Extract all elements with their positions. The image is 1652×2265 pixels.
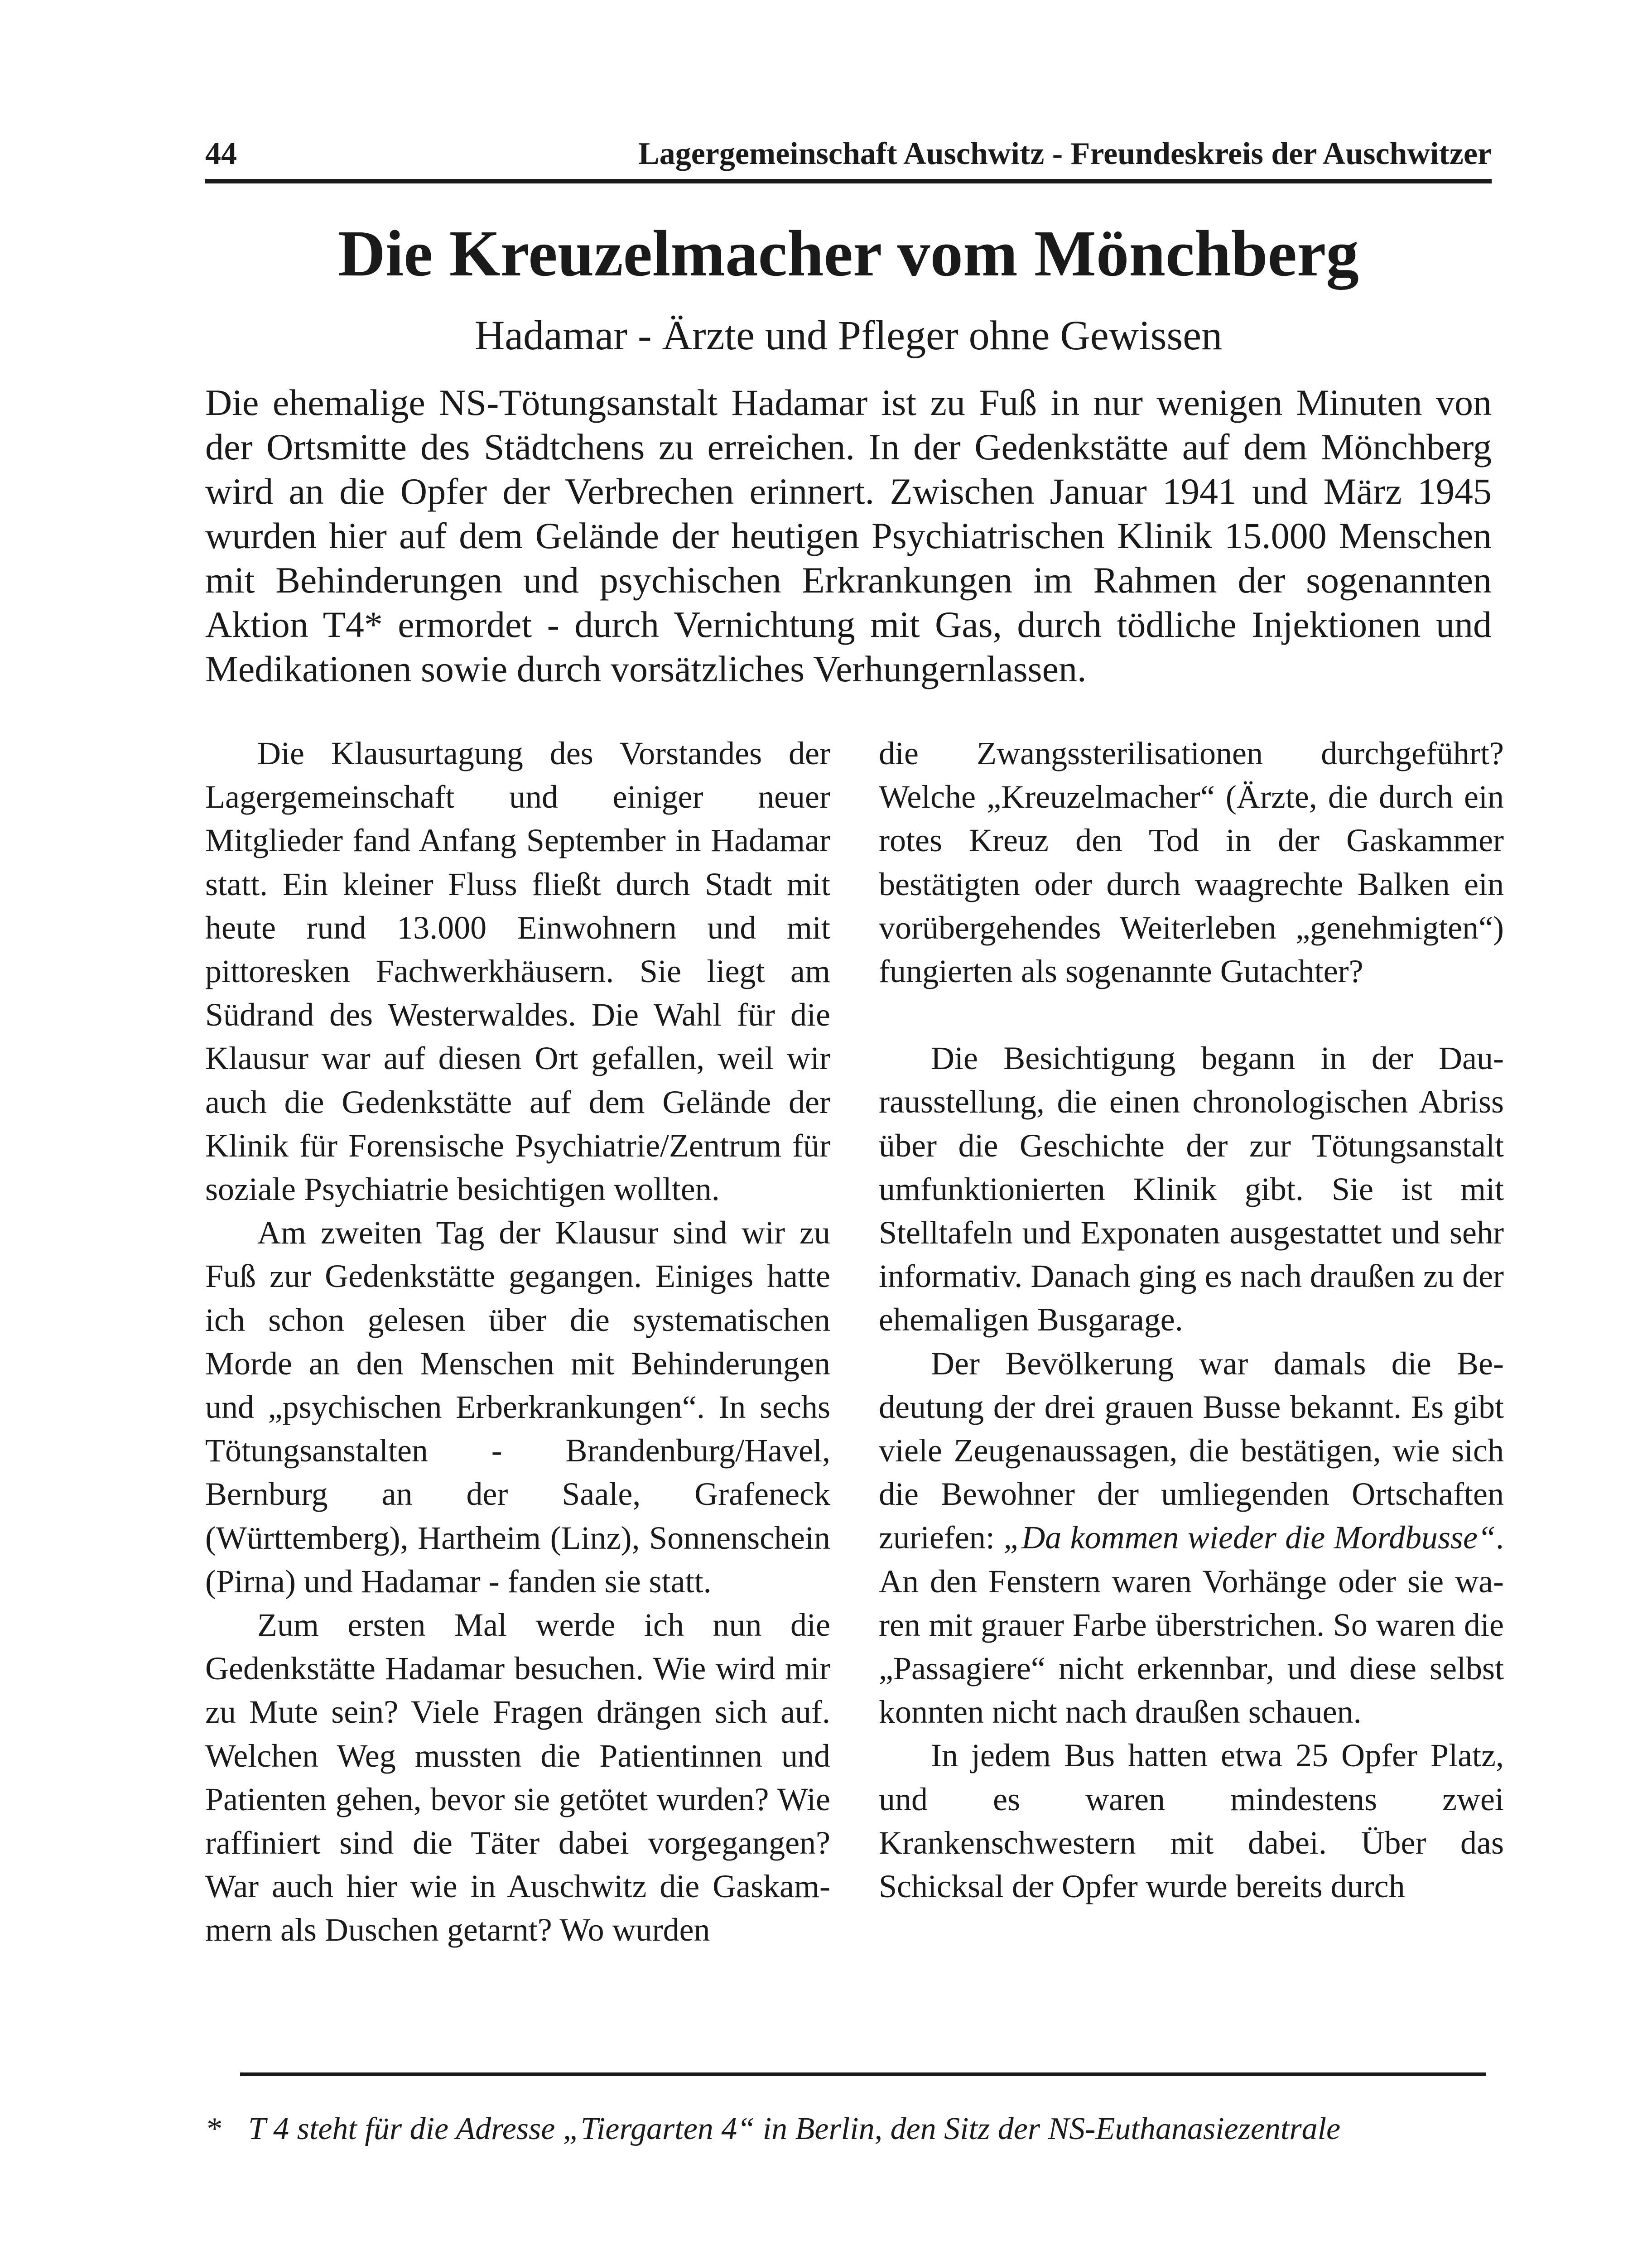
paragraph: Zum ersten Mal werde ich nun die Gedenkstätte Hadamar besuchen. Wie wird mir zu Mute sein? Viele Fragen drängen sich auf. Welchen Weg mussten die Patientinnen und Patienten gehen, bevor sie getötet wurden? Wie raffiniert sind die Täter dabei vorgegangen? War auch hier wie in Auschwitz die Gaskammern als Duschen getarnt? Wo wurden [205,1607,830,1948]
article-title: Die Kreuzelmacher vom Mönchberg [338,217,1359,290]
article-intro: Die ehemalige NS-Tötungsanstalt Hadamar ist zu Fuß in nur wenigen Minuten von der Ortsmitte des Städtchens zu erreichen. In der Gedenkstätte auf dem Mönchberg wird an die Opfer der Verbrechen erinnert. Zwischen Januar 1941 und März 1945 wurden hier auf dem Gelände der heutigen Psychiatrischen Klinik 15.000 Menschen mit Behinderungen und psychischen Erkrankungen im Rahmen der sogenannten Aktion T4* ermordet - durch Vernichtung mit Gas, durch tödliche Injektionen und Medikationen sowie durch vorsätzliches Verhungernlassen. [205,382,1492,689]
running-head: Lagergemeinschaft Auschwitz - Freundeskreis der Auschwitzer [638,136,1492,171]
quote-mordbusse: „Da kommen wieder die Mordbusse“ [1003,1519,1496,1556]
paragraph-continuation: die Zwangssterilisationen durchgeführt? Welche „Kreuzelmacher“ (Ärzte, die durch ein rotes Kreuz den Tod in der Gaskammer bestätigten oder durch waagrechte Balken ein vorübergehendes Weiterleben „genehmigten“) fungierten als sogenannte Gutachter? [879,735,1504,990]
paragraph: Am zweiten Tag der Klausur sind wir zu Fuß zur Gedenkstätte gegangen. Einiges hatte ich schon gelesen über die systematischen Morde an den Menschen mit Behinderungen und „psychischen Erberkrankungen“. In sechs Tötungsanstalten - Brandenburg/Havel, Bernburg an der Saale, Grafeneck (Württemberg), Hartheim (Linz), Sonnenschein (Pirna) und Hadamar - fanden sie statt. [205,1214,830,1600]
footnote-marker: * [205,2111,221,2146]
paragraph: Die Klausurtagung des Vorstandes der Lagergemeinschaft und einiger neuer Mitglieder fand Anfang September in Hadamar statt. Ein kleiner Fluss fließt durch Stadt mit heute rund 13.000 Einwohnern und mit pittoresken Fachwerkhäusern. Sie liegt am Südrand des Westerwaldes. Die Wahl für die Klausur war auf diesen Ort gefallen, weil wir auch die Gedenkstätte auf dem Gelände der Klinik für Forensische Psychiatrie/Zentrum für soziale Psychiatrie besichtigen wollten. [205,735,830,1208]
paragraph-text: . An den Fenstern waren Vorhänge oder sie waren mit grauer Farbe überstrichen. So waren die „Passagiere“ nicht erkennbar, und diese selbst konnten nicht nach draußen schauen. [879,1519,1504,1730]
footnote-text: T 4 steht für die Adresse „Tiergarten 4“ in Berlin, den Sitz der NS-Euthanasiezentrale [248,2111,1341,2146]
paragraph [879,1342,1504,1734]
left-column [205,732,830,1952]
footnote [205,2106,1492,2152]
paragraph: Die Besichtigung begann in der Daurausstellung, die einen chronologischen Abriss über die Geschichte der zur Tötungsanstalt umfunktionierten Klinik gibt. Sie ist mit Stelltafeln und Exponaten ausgestattet und sehr informativ. Danach ging es nach draußen zu der ehemaligen Busgarage. [879,1040,1504,1338]
page-number: 44 [205,136,237,171]
paragraph: In jedem Bus hatten etwa 25 Opfer Platz, und es waren mindestens zwei Krankenschwestern mit dabei. Über das Schicksal der Opfer wurde bereits durch [879,1737,1504,1905]
page-header [205,129,1492,179]
article-subtitle: Hadamar - Ärzte und Pfleger ohne Gewissen [474,312,1223,358]
header-rule [205,179,1492,183]
right-column [879,732,1504,1908]
paragraph-text: Der Bevölkerung war damals die Bedeutung der drei grauen Busse bekannt. Es gibt viele Zeugenaussagen, die bestätigen, wie sich die Bewohner der umliegenden Ortschaften zuriefen: [879,1345,1504,1556]
footnote-rule [240,2072,1486,2076]
